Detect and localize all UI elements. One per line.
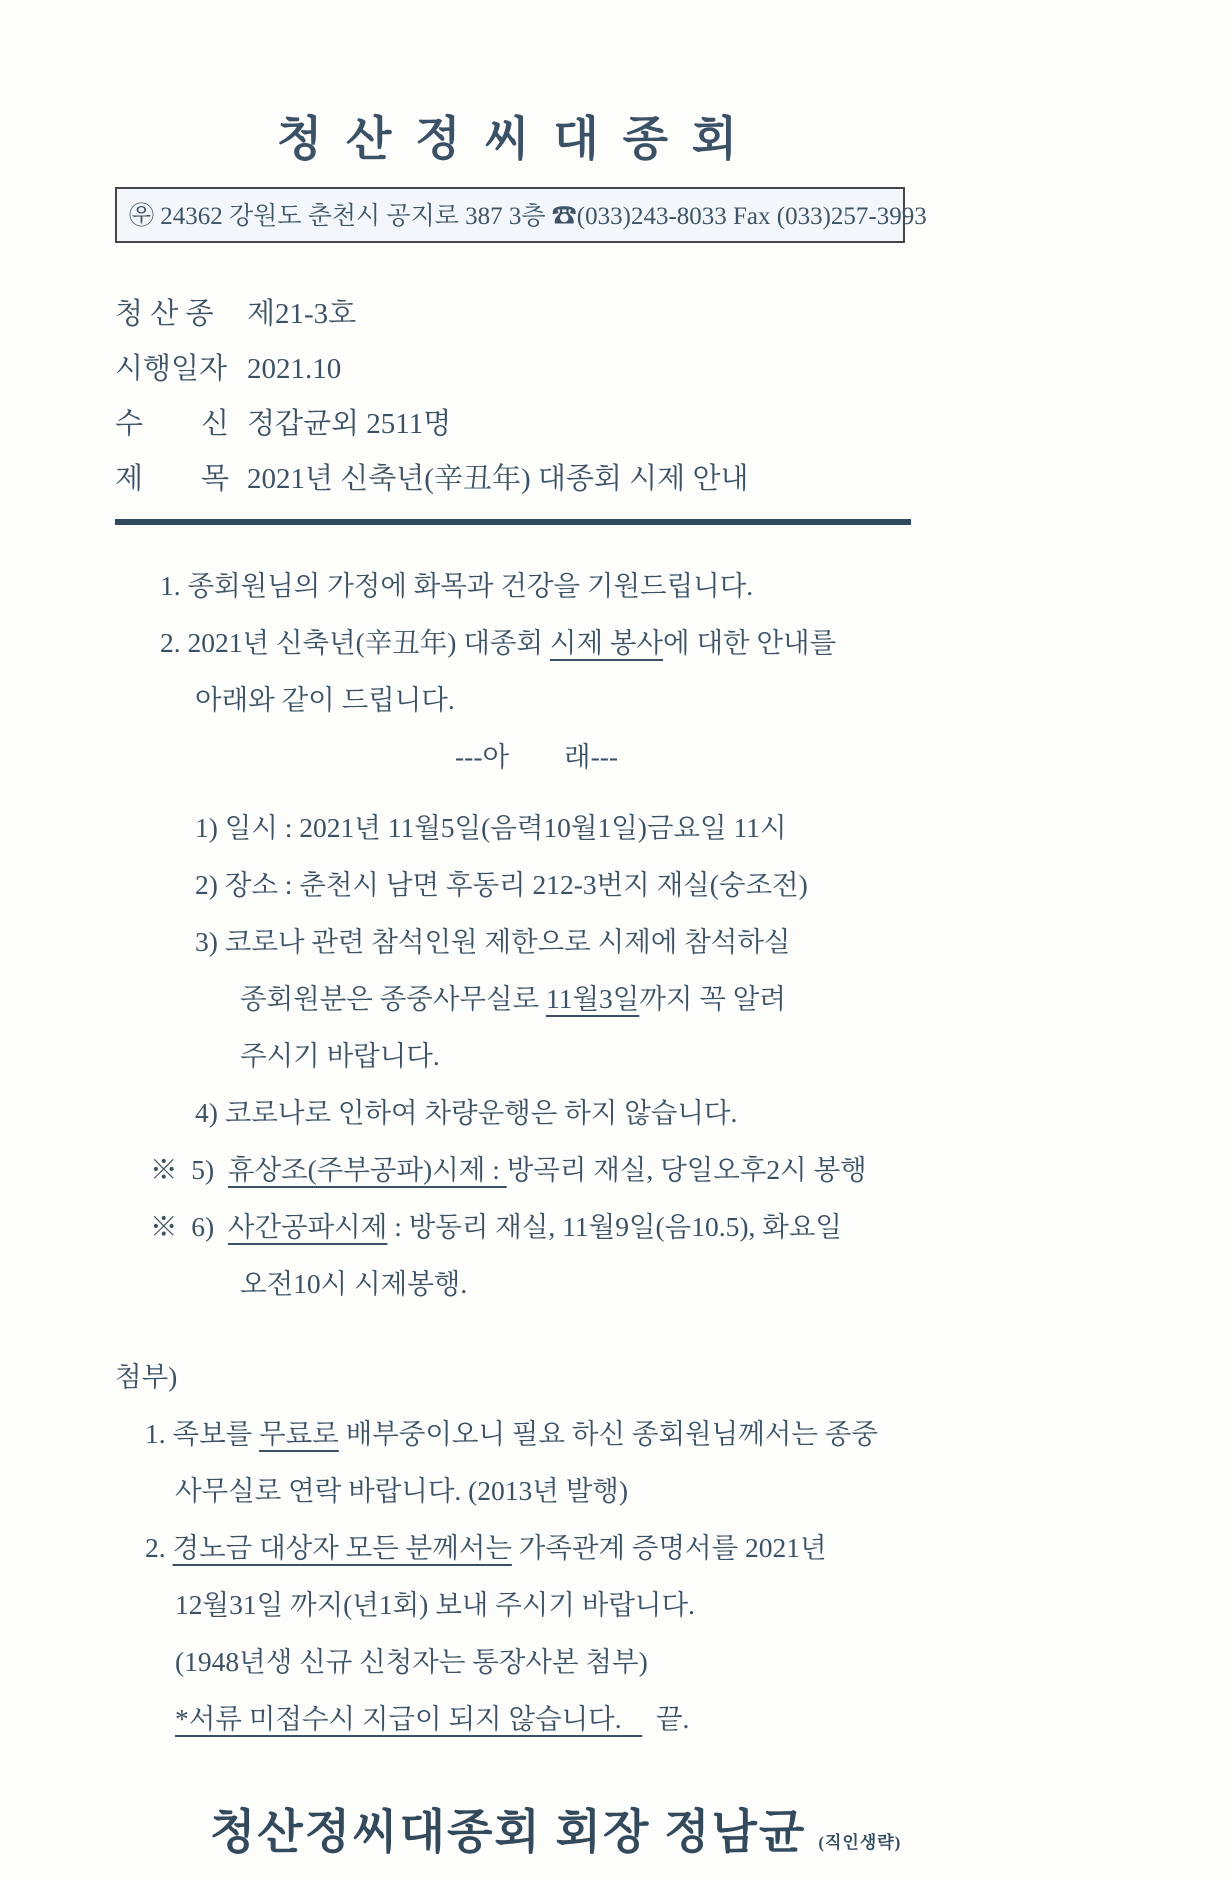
meta-value: 2021.10 — [247, 353, 342, 385]
meta-row — [115, 287, 1232, 342]
body-text: ※ 6) — [150, 1211, 228, 1242]
body-line — [115, 970, 1232, 1027]
body-line — [115, 856, 1232, 913]
body-line — [115, 799, 1232, 856]
fax-number: (033)257-3993 — [776, 203, 927, 230]
meta-label: 청 산 종 — [115, 298, 214, 330]
signature-line — [115, 1795, 1232, 1862]
body-line — [115, 1255, 1232, 1312]
body-line — [115, 1141, 1232, 1198]
body-line — [115, 671, 1232, 728]
document-meta — [115, 287, 1232, 507]
body-text: 2. 2021년 신축년(辛丑年) 대종회 — [160, 627, 550, 658]
phone-number: (033)243-8033 — [576, 203, 727, 230]
body-text: 오전10시 시제봉행. — [240, 1268, 468, 1299]
body-text: 12월31일 까지(년1회) 보내 주시기 바랍니다. — [175, 1589, 695, 1620]
body-text: 끝. — [642, 1703, 690, 1734]
document-body — [115, 557, 1232, 1747]
postal-code-icon: ㉾ — [129, 203, 155, 230]
meta-row — [115, 452, 1232, 507]
body-text: 4) 코로나로 인하여 차량운행은 하지 않습니다. — [195, 1097, 738, 1128]
underlined-text: *서류 미접수시 지급이 되지 않습니다. — [175, 1703, 643, 1734]
body-text: : 방동리 재실, 11월9일(음10.5), 화요일 — [387, 1211, 842, 1242]
meta-label: 수 신 — [115, 408, 230, 440]
meta-label: 시행일자 — [115, 353, 228, 385]
body-line — [115, 1576, 1232, 1633]
body-text: 3) 코로나 관련 참석인원 제한으로 시제에 참석하실 — [195, 926, 791, 957]
body-line — [115, 1027, 1232, 1084]
meta-row — [115, 397, 1232, 452]
body-text: 까지 꼭 알려 — [639, 983, 786, 1014]
body-line — [115, 1405, 1232, 1462]
body-line — [115, 557, 1232, 614]
body-text: 배부중이오니 필요 하신 종회원님께서는 종중 — [338, 1418, 878, 1449]
signature-text: 청산정씨대종회 회장 정남균 — [210, 1807, 807, 1859]
body-text: 2) 장소 : 춘천시 남면 후동리 212-3번지 재실(숭조전) — [195, 869, 808, 900]
body-text: 1. 종회원님의 가정에 화목과 건강을 기원드립니다. — [160, 570, 754, 601]
underlined-text: 휴상조(주부공파)시제 : — [227, 1154, 507, 1185]
body-line — [115, 1198, 1232, 1255]
body-text: 방곡리 재실, 당일오후2시 봉행 — [506, 1154, 867, 1185]
body-line — [115, 1519, 1232, 1576]
body-text: 주시기 바랍니다. — [240, 1040, 440, 1071]
body-text: 에 대한 안내를 — [663, 627, 837, 658]
underlined-text: 시제 봉사 — [549, 627, 664, 658]
body-text: 1. 족보를 — [145, 1418, 260, 1449]
body-text: 2. — [145, 1532, 173, 1563]
body-line — [115, 1633, 1232, 1690]
body-text: 종회원분은 종중사무실로 — [240, 983, 546, 1014]
body-text: 아래와 같이 드립니다. — [195, 684, 455, 715]
address-text: 24362 강원도 춘천시 공지로 387 3층 — [160, 203, 546, 230]
body-text: ※ 5) — [150, 1154, 228, 1185]
body-line — [115, 1690, 1232, 1747]
body-text: ---아 래--- — [455, 741, 619, 772]
meta-value: 정갑균외 2511명 — [247, 408, 452, 440]
telephone-icon: ☎ — [551, 203, 577, 230]
underlined-text: 11월3일 — [545, 983, 640, 1014]
body-text: 사무실로 연락 바랍니다. (2013년 발행) — [175, 1475, 629, 1506]
document-title: 청 산 정 씨 대 종 회 — [276, 114, 744, 166]
body-line — [115, 913, 1232, 970]
body-line — [115, 1084, 1232, 1141]
body-line — [115, 1462, 1232, 1519]
seal-omitted-note: (직인생략) — [818, 1833, 902, 1852]
meta-row — [115, 342, 1232, 397]
body-line — [115, 1348, 1232, 1405]
body-line — [115, 728, 1232, 785]
body-line — [115, 614, 1232, 671]
body-text: 가족관계 증명서를 2021년 — [511, 1532, 827, 1563]
meta-value: 2021년 신축년(辛丑年) 대종회 시제 안내 — [247, 463, 749, 495]
contact-info-box — [115, 187, 927, 243]
underlined-text: 무료로 — [259, 1418, 339, 1449]
header-divider — [115, 519, 911, 525]
body-text: 첨부) — [115, 1361, 178, 1392]
fax-label: Fax — [733, 203, 771, 230]
body-text: (1948년생 신규 신청자는 통장사본 첨부) — [175, 1646, 648, 1677]
underlined-text: 경노금 대상자 모든 분께서는 — [172, 1532, 512, 1563]
underlined-text: 사간공파시제 — [227, 1211, 388, 1242]
meta-label: 제 목 — [115, 463, 230, 495]
meta-value: 제21-3호 — [247, 298, 357, 330]
body-text: 1) 일시 : 2021년 11월5일(음력10월1일)금요일 11시 — [195, 812, 787, 843]
